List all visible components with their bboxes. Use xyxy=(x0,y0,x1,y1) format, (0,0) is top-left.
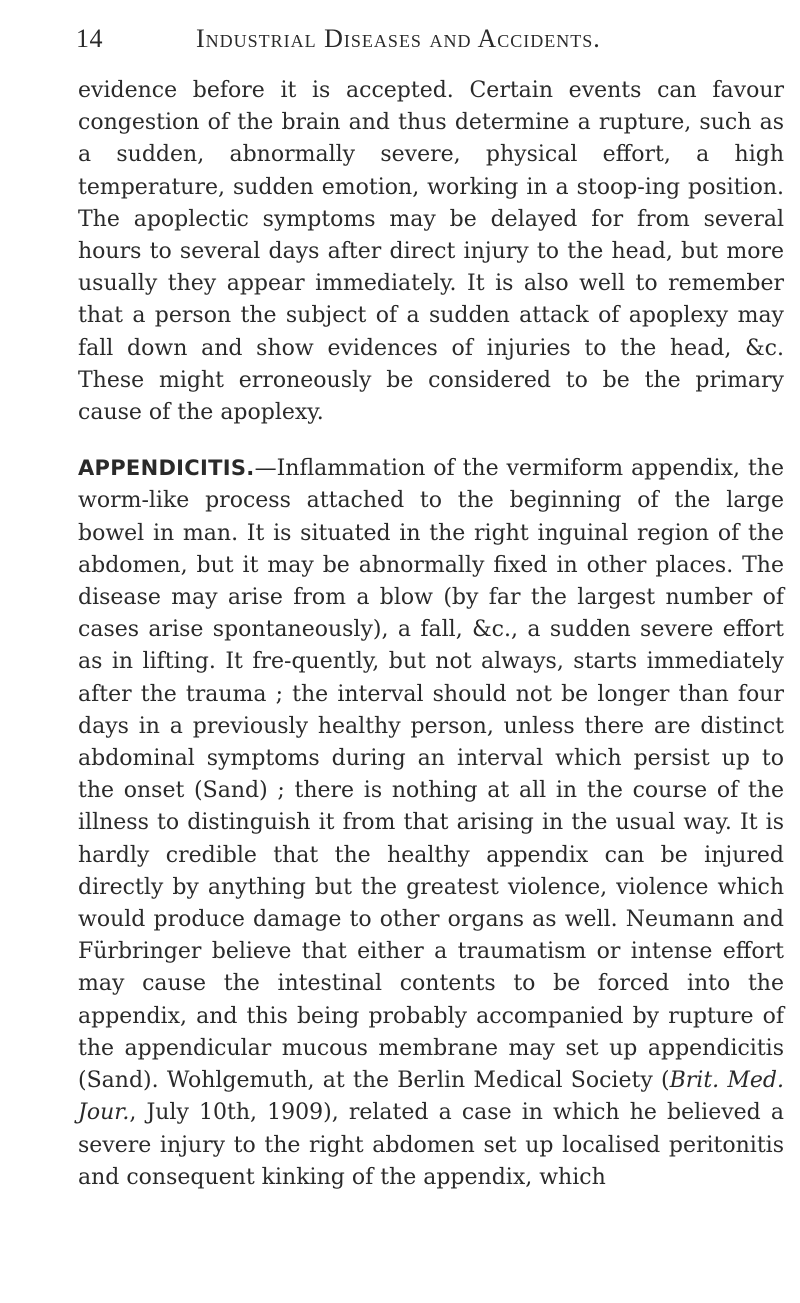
appendicitis-text-part-1: —Inflammation of the vermiform appendix, the worm-like process attached to the beginning of the large bowel in man. It is situated in the right inguinal region of the abdomen, but it may be abnormally fixed in other places. The disease may arise from a blow (by far the largest number of cases arise spontaneously), a fall, &c., a sudden severe effort as in lifting. It fre-quently, but not always, starts immediately after the trauma ; the interval should not be longer than four days in a previously healthy person, unless there are distinct abdominal symptoms during an interval which persist up to the onset (Sand) ; there is nothing at all in the course of the illness to distinguish it from that arising in the usual way. It is hardly credible that the healthy appendix can be injured directly by anything but the greatest violence, violence which would produce damage to other organs as well. Neumann and Fürbringer believe that either a traumatism or intense effort may cause the intestinal contents to be forced into the appendix, and this being probably accompanied by rupture of the appendicular mucous membrane may set up appendicitis (Sand). Wohlgemuth, at the Berlin Medical Society ( xyxy=(78,456,784,1094)
appendicitis-text-part-2: , July 10th, 1909), related a case in which he believed a severe injury to the right abdomen set up localised peritonitis and consequent kinking of the appendix, which xyxy=(78,1100,784,1190)
body-text xyxy=(78,75,784,1194)
book-title: Industrial Diseases and Accidents. xyxy=(196,24,601,53)
page-number: 14 xyxy=(76,24,103,53)
paragraph-apoplexy: evidence before it is accepted. Certain events can favour congestion of the brain and thus determine a rupture, such as a sudden, abnormally severe, physical effort, a high temperature, sudden emotion, working in a stoop-ing position. The apoplectic symptoms may be delayed for from several hours to several days after direct injury to the head, but more usually they appear immediately. It is also well to remember that a person the subject of a sudden attack of apoplexy may fall down and show evidences of injuries to the head, &c. These might erroneously be considered to be the primary cause of the apoplexy. xyxy=(78,78,784,426)
paragraph-appendicitis xyxy=(78,452,784,1194)
running-head xyxy=(78,22,784,62)
journal-citation: Brit. Med. Jour. xyxy=(78,1068,785,1126)
book-page xyxy=(76,22,785,1190)
entry-heading-appendicitis: APPENDICITIS. xyxy=(78,456,255,481)
